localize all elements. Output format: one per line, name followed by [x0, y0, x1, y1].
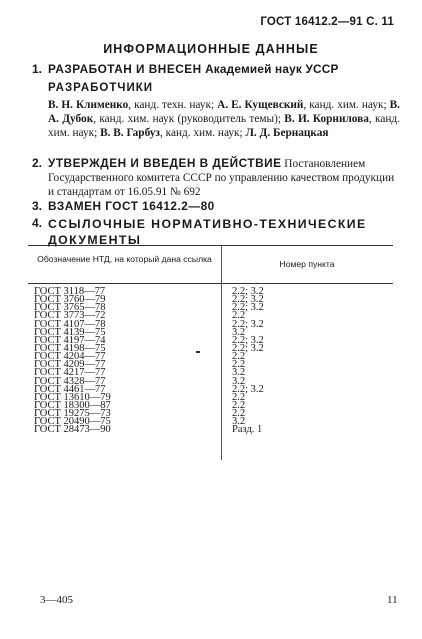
author-role: , канд. хим. наук;: [159, 127, 246, 139]
page-header-code: ГОСТ 16412.2—91 С. 11: [260, 16, 394, 28]
author-name: В. Н. Клименко: [48, 99, 129, 111]
table-cell-point: 2.2; 3.2: [232, 383, 264, 395]
table-cell-document: ГОСТ 4461—77: [34, 383, 106, 395]
table-cell-point: 3.2: [232, 375, 246, 387]
table-cell-point: 3.2: [232, 416, 246, 428]
table-cell-document: ГОСТ 4107—78: [34, 318, 106, 330]
table-body: [28, 288, 393, 435]
table-cell-point: Разд. 1: [232, 424, 263, 436]
table-cell-point: 2.2: [232, 408, 246, 420]
table-cell-point: 2.2; 3.2: [232, 334, 264, 346]
table-cell-document: ГОСТ 4197—74: [34, 334, 106, 346]
author-role: , канд. хим. наук;: [303, 99, 390, 111]
table-cell-point: 2.2: [232, 351, 246, 363]
table-header-point: Номер пункта: [279, 259, 335, 269]
footer-sheet-code: 3—405: [40, 594, 73, 606]
item-3-caps: ВЗАМЕН ГОСТ 16412.2—80: [48, 199, 215, 213]
author-role: , канд. хим. наук (руководитель темы);: [93, 113, 285, 125]
author-role: , канд. техн. наук;: [128, 99, 218, 111]
item-2: [32, 156, 400, 199]
item-1: [32, 62, 400, 77]
table-cell-document: ГОСТ 4139—75: [34, 326, 106, 338]
section-title: ИНФОРМАЦИОННЫЕ ДАННЫЕ: [103, 42, 319, 56]
table-cell-document: ГОСТ 28473—90: [34, 424, 111, 436]
table-cell-document: ГОСТ 3760—79: [34, 294, 106, 306]
item-2-caps: УТВЕРЖДЕН И ВВЕДЕН В ДЕЙСТВИЕ: [48, 156, 282, 170]
table-cell-point: 2.2: [232, 391, 246, 403]
table-cell-document: ГОСТ 4209—77: [34, 359, 106, 371]
item-2-number: 2.: [32, 156, 43, 170]
item-4-number: 4.: [32, 216, 43, 230]
authors-list: [48, 98, 400, 140]
table-header-document: Обозначение НТД, на который дана ссылка: [37, 254, 212, 264]
table-cell-point: 2.2; 3.2: [232, 294, 264, 306]
table-cell-document: ГОСТ 19275—73: [34, 408, 111, 420]
item-1-caps: РАЗРАБОТАН И ВНЕСЕН: [48, 62, 202, 76]
table-cell-document: ГОСТ 4204—77: [34, 351, 106, 363]
table-cell-document: ГОСТ 4217—77: [34, 367, 106, 379]
table-cell-document: ГОСТ 4198—75: [34, 342, 106, 354]
table-cell-point: 2.2; 3.2: [232, 318, 264, 330]
table-cell-point: 2.2; 3.2: [232, 342, 264, 354]
developers-heading: РАЗРАБОТЧИКИ: [48, 82, 153, 94]
table-row: [28, 426, 393, 434]
table-cell-point: 2.2: [232, 310, 246, 322]
item-1-rest: Академией наук УССР: [201, 62, 339, 76]
author-role: , канд. хим. наук;: [48, 113, 400, 139]
author-name: В. А. Дубок: [48, 99, 400, 125]
table-cell-document: ГОСТ 13610—79: [34, 391, 111, 403]
table-cell-document: ГОСТ 18300—87: [34, 399, 111, 411]
author-name: А. Е. Кущевский: [217, 99, 304, 111]
author-name: Л. Д. Бернацкая: [245, 127, 329, 139]
item-4: [32, 216, 400, 248]
table-cell-point: 3.2: [232, 326, 246, 338]
table-cell-point: 2.2: [232, 359, 246, 371]
author-name: В. И. Корнилова: [284, 113, 369, 125]
table-cell-point: 2.2; 3.2: [232, 302, 264, 314]
table-cell-point: 3.2: [232, 367, 246, 379]
item-3-number: 3.: [32, 199, 43, 213]
item-1-number: 1.: [32, 62, 43, 76]
author-name: В. В. Гарбуз: [100, 127, 160, 139]
item-3: [32, 199, 400, 214]
table-cell-document: ГОСТ 3118—77: [34, 286, 106, 297]
item-2-rest: Постановлением Государственного комитета СССР по управлению качеством продукции и стандартам от 16.05.91 № 692: [48, 158, 395, 198]
table-header-rule: [28, 283, 393, 284]
table-cell-document: ГОСТ 4328—77: [34, 375, 106, 387]
table-top-rule: [28, 245, 393, 246]
table-cell-document: ГОСТ 20490—75: [34, 416, 111, 428]
table-cell-point: 2.2: [232, 399, 246, 411]
table-cell-document: ГОСТ 3765—78: [34, 302, 106, 314]
table-cell-point: 2.2; 3.2: [232, 286, 264, 297]
scan-speck: [196, 351, 200, 353]
table-cell-document: ГОСТ 3773—72: [34, 310, 106, 322]
item-4-caps: ССЫЛОЧНЫЕ НОРМАТИВНО-ТЕХНИЧЕСКИЕ ДОКУМЕНТЫ: [48, 217, 367, 247]
footer-page-number: 11: [387, 594, 398, 606]
